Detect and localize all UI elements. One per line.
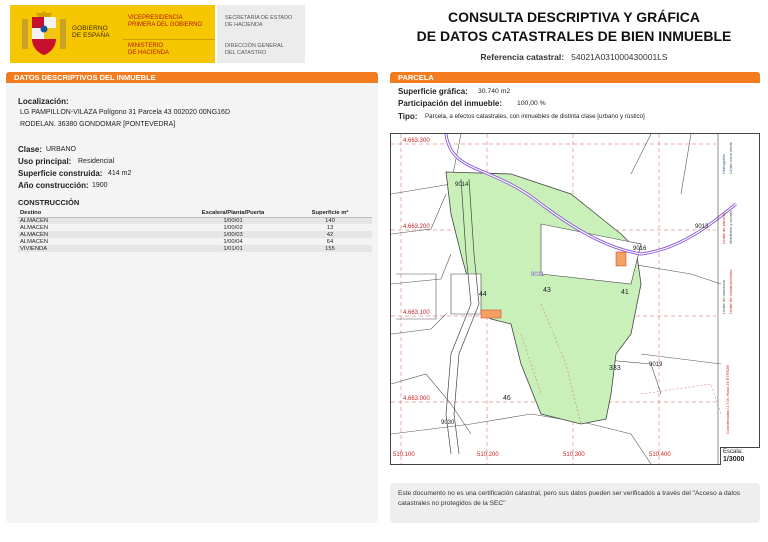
legend-item: Límite de manzana: [721, 279, 726, 314]
cell-destino: ALMACEN: [18, 231, 178, 238]
cadastral-map: [390, 133, 760, 465]
cell-superficie: 13: [326, 224, 334, 231]
boundary: [391, 424, 471, 434]
legend-item: Límite de parcela: [721, 213, 726, 244]
parcel-label: 9019: [649, 362, 663, 368]
cell-escalera: 1/00/04: [223, 238, 243, 245]
scale-value: 1/3000: [723, 456, 745, 463]
parcel-label: 44: [479, 291, 487, 298]
participacion-label: Participación del inmueble:: [398, 99, 503, 108]
table-row: [18, 224, 372, 231]
y-label: 4.663.100: [403, 310, 430, 316]
cell-destino: ALMACEN: [20, 238, 49, 245]
parcela-bar: PARCELA: [390, 72, 760, 83]
cell-escalera: 1/01/01: [178, 245, 288, 252]
cell-destino: ALMACEN: [18, 217, 178, 224]
y-label: 4.663.300: [403, 138, 430, 144]
parcel-label: 9014: [455, 182, 469, 188]
anio-label: Año construcción:: [18, 181, 89, 190]
parcel-label: 333: [609, 365, 621, 372]
col-superficie: Superficie m²: [288, 209, 372, 217]
y-label: 4.663.200: [403, 224, 430, 230]
cell-superficie: 42: [288, 231, 372, 238]
dashed-line: [641, 384, 721, 414]
table-header-row: [18, 209, 372, 217]
building: [481, 310, 501, 318]
tipo-value: Parcela, a efectos catastrales, con inmuebles de distinta clase [urbano y rústico]: [425, 113, 645, 120]
gov-secretaria: SECRETARÍA DE ESTADO DE HACIENDA: [225, 15, 293, 28]
superficie-label: Superficie construida:: [18, 169, 103, 178]
building: [616, 252, 626, 266]
table-row: [18, 245, 372, 252]
construccion-title: CONSTRUCCIÓN: [18, 198, 80, 207]
boundary: [391, 254, 451, 284]
title-line-1: CONSULTA DESCRIPTIVA Y GRÁFICA: [447, 9, 700, 25]
cell-escalera: 1/00/01: [178, 217, 288, 224]
localizacion-label: Localización:: [18, 97, 69, 106]
legend-item: Límite de construcciones: [728, 269, 733, 314]
legend-item: Hidrografía: [721, 154, 726, 174]
parcel-label: 41: [621, 289, 629, 296]
gov-vicepresidencia: VICEPRESIDENCIA PRIMERA DEL GOBIERNO: [128, 15, 203, 28]
document-header: [0, 0, 768, 70]
boundary: [631, 134, 651, 174]
x-label: 510.100: [393, 452, 415, 458]
gov-ministerio: MINISTERIO DE HACIENDA: [128, 43, 170, 56]
col-escalera: Escalera/Planta/Puerta: [178, 209, 288, 217]
parcel-label: 9016: [633, 246, 647, 252]
map-scale: [720, 447, 760, 465]
cell-superficie: 140: [288, 217, 372, 224]
uso-label: Uso principal:: [18, 157, 72, 166]
anio-value: 1900: [92, 182, 108, 189]
map-drawing: [391, 134, 759, 464]
superficie-value: 414 m2: [108, 170, 132, 177]
col-destino: Destino: [18, 209, 178, 217]
sup-grafica-value: 30.740 m2: [478, 88, 511, 95]
boundary: [391, 314, 446, 334]
cell-destino: ALMACEN: [20, 224, 49, 231]
parcel-label: 9013: [695, 224, 709, 230]
boundary: [391, 374, 471, 434]
y-label: 4.663.000: [403, 396, 430, 402]
table-row: [18, 231, 372, 238]
legend-item: Mobiliario y aceras: [728, 210, 733, 244]
cell-destino: VIVIENDA: [18, 245, 178, 252]
ref-label: Referencia catastral:: [480, 52, 565, 62]
scale-label: Escala:: [723, 449, 743, 455]
gov-name: GOBIERNO DE ESPAÑA: [72, 25, 110, 39]
page-title: [390, 8, 758, 46]
gov-direccion: DIRECCIÓN GENERAL DEL CATASTRO: [225, 43, 284, 56]
tipo-label: Tipo:: [398, 112, 418, 121]
localizacion-line-2: RODELAN. 36380 GONDOMAR [PONTEVEDRA]: [20, 121, 176, 128]
cadastral-reference: [390, 52, 758, 62]
participacion-value: 100,00 %: [517, 100, 546, 107]
clase-label: Clase:: [18, 145, 43, 154]
sup-grafica-label: Superficie gráfica:: [398, 87, 468, 96]
parcel-label: 9011: [531, 272, 544, 278]
legend-text: [721, 141, 733, 434]
construction-table: [18, 209, 372, 252]
boundary: [631, 264, 721, 284]
uso-value: Residencial: [78, 158, 115, 165]
x-label: 510.400: [649, 452, 671, 458]
table-row: [18, 217, 372, 224]
x-label: 510.300: [563, 452, 585, 458]
government-logo-block: [10, 5, 310, 63]
boundary: [681, 134, 691, 194]
gov-divider: [123, 39, 215, 40]
x-label: 510.200: [477, 452, 499, 458]
legend-item: Coordenadas U.T.M. Huso 29 ETRS89: [725, 365, 730, 434]
cell-escalera: 1/00/03: [178, 231, 288, 238]
table-row: [18, 238, 372, 245]
disclaimer-note: Este documento no es una certificación catastral, pero sus datos pueden ser verificados a través del "Acceso a datos catastrales no protegidos de la SEC": [390, 483, 760, 523]
parcel-label: 43: [543, 287, 551, 294]
title-line-2: DE DATOS CATASTRALES DE BIEN INMUEBLE: [416, 28, 732, 44]
coat-of-arms-icon: [18, 11, 70, 57]
cell-superficie: 64: [326, 238, 334, 245]
parcel-label: 46: [503, 395, 511, 402]
cell-escalera: 1/00/02: [223, 224, 243, 231]
parcel-label: 9030: [441, 420, 455, 426]
descriptive-data-bar: DATOS DESCRIPTIVOS DEL INMUEBLE: [6, 72, 378, 83]
cell-superficie: 155: [288, 245, 372, 252]
ref-value: 54021A031000430001LS: [571, 52, 668, 62]
legend-item: Límite zona verde: [728, 142, 733, 174]
clase-value: URBANO: [46, 146, 76, 153]
localizacion-line-1: LG PAMPILLON-VILAZA Polígono 31 Parcela 43 002020 00NG16D: [20, 109, 230, 116]
